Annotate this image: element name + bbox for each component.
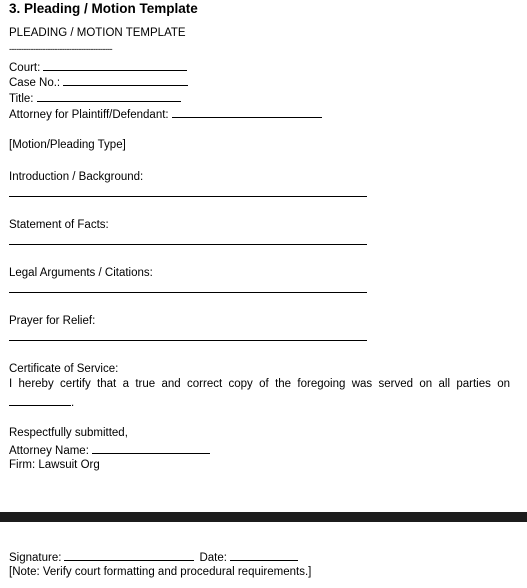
separator-line: ------------------------------------------- [9, 44, 113, 54]
facts-answer-line[interactable] [9, 244, 367, 245]
attorney-name-blank[interactable] [92, 442, 210, 454]
case-no-field [9, 74, 188, 90]
certificate-end-punct: . [71, 397, 75, 409]
signature-label: Signature: [9, 552, 62, 564]
date-blank[interactable] [230, 549, 298, 561]
attorney-field [9, 106, 322, 122]
court-blank[interactable] [43, 59, 187, 71]
facts-label: Statement of Facts: [9, 219, 109, 231]
arguments-label: Legal Arguments / Citations: [9, 267, 153, 279]
signature-row [9, 549, 298, 565]
intro-label: Introduction / Background: [9, 171, 144, 183]
case-no-label: Case No.: [9, 77, 61, 89]
motion-type-placeholder: [Motion/Pleading Type] [9, 139, 126, 151]
prayer-answer-line[interactable] [9, 340, 367, 341]
date-label: Date: [199, 552, 227, 564]
title-blank[interactable] [37, 90, 181, 102]
case-no-blank[interactable] [63, 74, 188, 86]
attorney-name-field [9, 442, 210, 458]
attorney-name-label: Attorney Name: [9, 445, 89, 457]
certificate-text: I hereby certify that a true and correct copy of the foregoing was served on all parties on [9, 378, 510, 390]
title-field [9, 90, 181, 106]
template-title: PLEADING / MOTION TEMPLATE [9, 27, 186, 39]
firm-line: Firm: Lawsuit Org [9, 459, 100, 471]
attorney-label: Attorney for Plaintiff/Defendant: [9, 109, 169, 121]
footer-note: [Note: Verify court formatting and procedural requirements.] [9, 566, 312, 578]
certificate-date-blank[interactable] [9, 394, 71, 406]
respectfully-submitted: Respectfully submitted, [9, 427, 128, 439]
attorney-blank[interactable] [172, 106, 322, 118]
prayer-label: Prayer for Relief: [9, 315, 96, 327]
section-heading: 3. Pleading / Motion Template [9, 1, 198, 16]
page-break-divider [0, 512, 527, 522]
intro-answer-line[interactable] [9, 196, 367, 197]
court-field [9, 59, 187, 75]
arguments-answer-line[interactable] [9, 292, 367, 293]
certificate-label: Certificate of Service: [9, 363, 119, 375]
court-label: Court: [9, 62, 41, 74]
signature-blank[interactable] [64, 549, 194, 561]
certificate-date-field [9, 394, 74, 410]
title-label: Title: [9, 93, 34, 105]
